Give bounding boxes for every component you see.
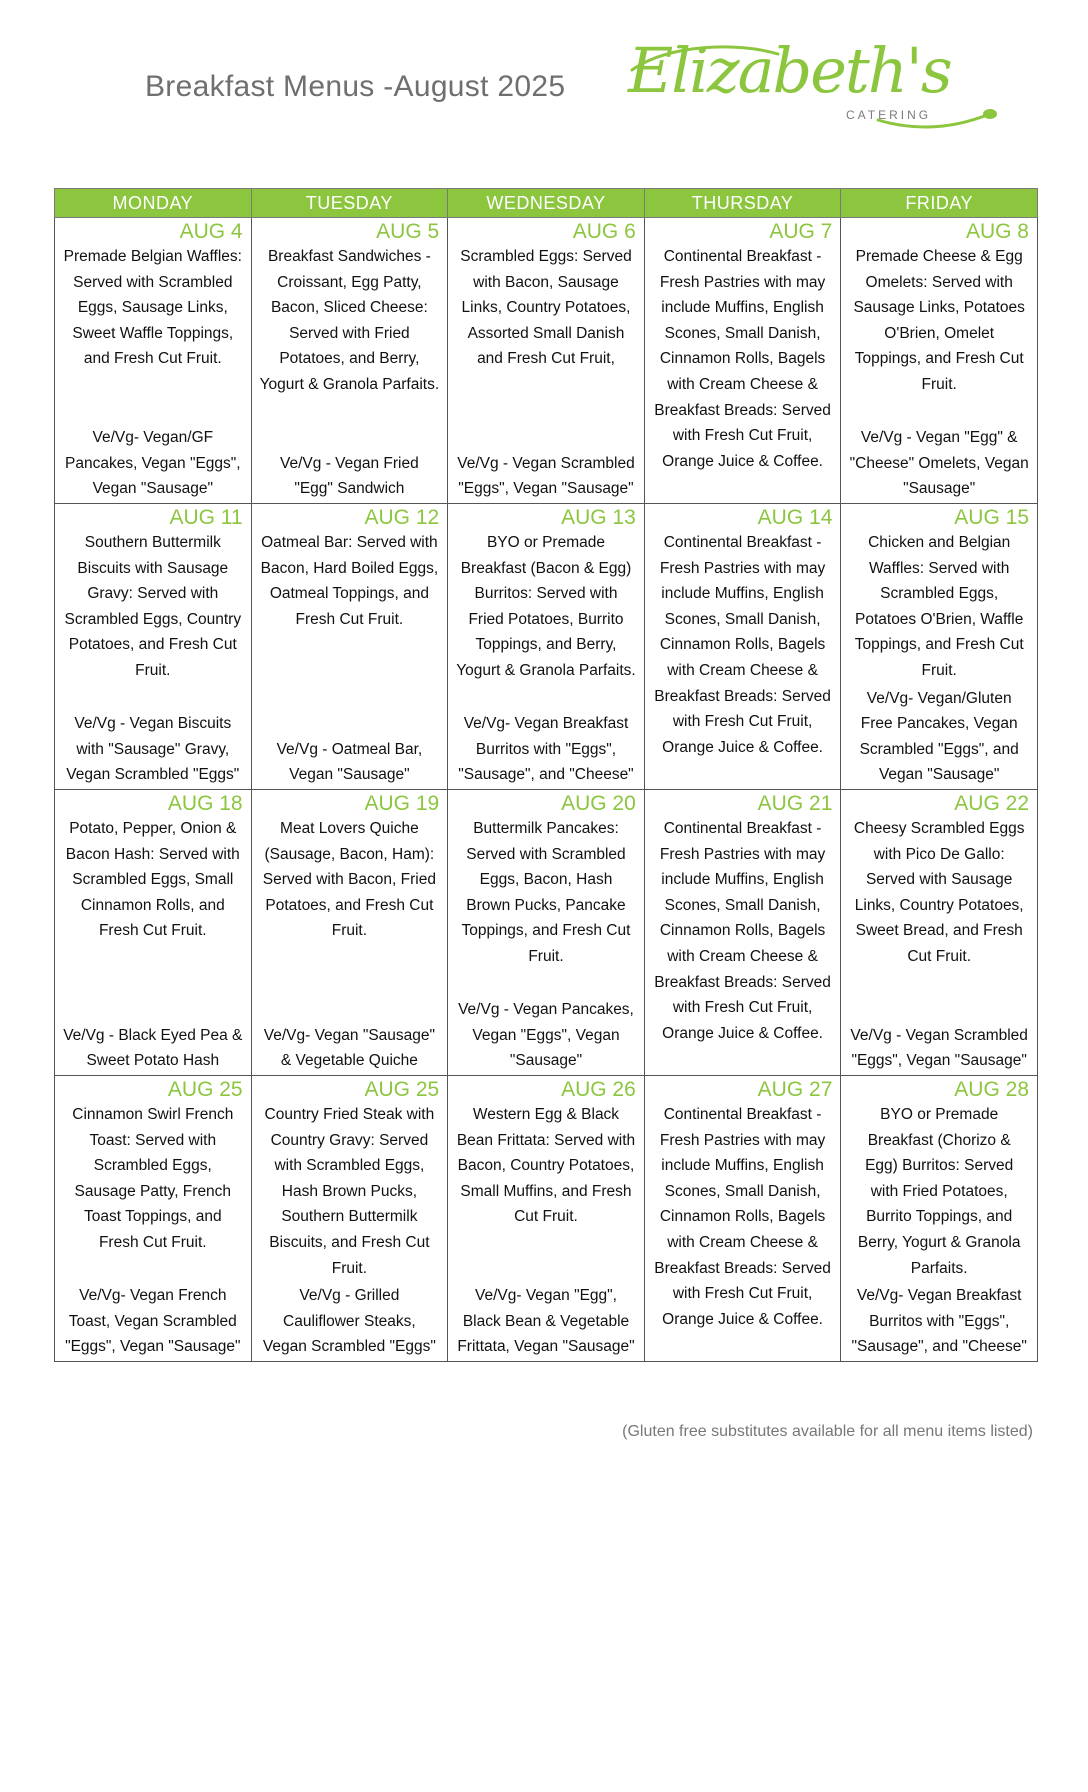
day-date: AUG 14 xyxy=(757,506,833,529)
page-title: Breakfast Menus -August 2025 xyxy=(145,70,566,103)
week-row xyxy=(55,504,1038,790)
day-vegan-option: Ve/Vg- Vegan "Sausage" & Vegetable Quiche xyxy=(263,1026,436,1070)
day-cell xyxy=(55,504,252,790)
day-cell xyxy=(55,1076,252,1362)
day-date: AUG 7 xyxy=(769,220,833,243)
day-date: AUG 21 xyxy=(757,792,833,815)
day-cell xyxy=(448,504,645,790)
menu-table xyxy=(54,188,1038,1362)
week-row xyxy=(55,218,1038,504)
day-cell xyxy=(251,218,448,504)
day-menu: Premade Cheese & Egg Omelets: Served with Sausage Links, Potatoes O'Brien, Omelet Toppings, and Fresh Cut Fruit. xyxy=(853,248,1025,393)
day-vegan-option: Ve/Vg- Vegan/Gluten Free Pancakes, Vegan Scrambled "Eggs", and Vegan "Sausage" xyxy=(859,689,1019,784)
gluten-free-note: (Gluten free substitutes available for all menu items listed) xyxy=(622,1423,1033,1440)
day-vegan-option: Ve/Vg- Vegan/GF Pancakes, Vegan "Eggs", Vegan "Sausage" xyxy=(65,429,241,498)
day-date: AUG 27 xyxy=(757,1078,833,1101)
day-date: AUG 26 xyxy=(561,1078,636,1101)
day-cell xyxy=(644,1076,841,1362)
day-cell xyxy=(448,218,645,504)
day-cell xyxy=(841,790,1038,1076)
day-menu: Meat Lovers Quiche (Sausage, Bacon, Ham): Served with Bacon, Fried Potatoes, and Fresh Cut Fruit. xyxy=(262,820,436,940)
day-vegan-option: Ve/Vg - Vegan Biscuits with "Sausage" Gravy, Vegan Scrambled "Eggs" xyxy=(66,715,240,784)
day-vegan-option: Ve/Vg - Vegan Fried "Egg" Sandwich xyxy=(280,454,419,498)
company-logo xyxy=(628,34,1000,140)
day-cell xyxy=(251,790,448,1076)
day-menu: Southern Buttermilk Biscuits with Sausage Gravy: Served with Scrambled Eggs, Country Potatoes, and Fresh Cut Fruit. xyxy=(64,534,242,679)
day-menu: BYO or Premade Breakfast (Chorizo & Egg) Burritos: Served with Fried Potatoes, Burrito Toppings, and Berry, Yogurt & Granola Parfaits. xyxy=(857,1106,1021,1277)
day-menu: Potato, Pepper, Onion & Bacon Hash: Served with Scrambled Eggs, Small Cinnamon Rolls, and Fresh Cut Fruit. xyxy=(65,820,240,940)
day-vegan-option: Ve/Vg - Oatmeal Bar, Vegan "Sausage" xyxy=(276,740,423,784)
day-menu: BYO or Premade Breakfast (Bacon & Egg) Burritos: Served with Fried Potatoes, Burrito Toppings, and Berry, Yogurt & Granola Parfaits. xyxy=(456,534,636,679)
week-row xyxy=(55,790,1038,1076)
day-cell xyxy=(55,218,252,504)
day-menu: Breakfast Sandwiches - Croissant, Egg Patty, Bacon, Sliced Cheese: Served with Fried Potatoes, and Berry, Yogurt & Granola Parfaits. xyxy=(259,248,440,393)
day-cell xyxy=(644,218,841,504)
day-menu: Cheesy Scrambled Eggs with Pico De Gallo: Served with Sausage Links, Country Potatoes, Sweet Bread, and Fresh Cut Fruit. xyxy=(853,820,1025,965)
day-date: AUG 8 xyxy=(965,220,1029,243)
logo-subtitle: CATERING xyxy=(846,108,932,122)
day-date: AUG 4 xyxy=(179,220,243,243)
day-menu: Premade Belgian Waffles: Served with Scrambled Eggs, Sausage Links, Sweet Waffle Toppings, and Fresh Cut Fruit. xyxy=(63,248,242,368)
day-menu: Scrambled Eggs: Served with Bacon, Sausage Links, Country Potatoes, Assorted Small Danish and Fresh Cut Fruit, xyxy=(460,248,632,368)
day-cell xyxy=(644,504,841,790)
day-menu: Cinnamon Swirl French Toast: Served with Scrambled Eggs, Sausage Patty, French Toast Toppings, and Fresh Cut Fruit. xyxy=(72,1106,234,1251)
day-menu: Continental Breakfast - Fresh Pastries with may include Muffins, English Scones, Small Danish, Cinnamon Rolls, Bagels with Cream Cheese & Breakfast Breads: Served with Fresh Cut Fruit, Orange Juice & Coffee. xyxy=(654,248,831,470)
day-vegan-option: Ve/Vg- Vegan Breakfast Burritos with "Eggs", "Sausage", and "Cheese" xyxy=(458,715,634,784)
week-row xyxy=(55,1076,1038,1362)
day-cell xyxy=(841,504,1038,790)
day-vegan-option: Ve/Vg - Grilled Cauliflower Steaks, Vegan Scrambled "Eggs" xyxy=(262,1287,436,1356)
day-header-row xyxy=(55,189,1038,218)
day-menu: Continental Breakfast - Fresh Pastries with may include Muffins, English Scones, Small Danish, Cinnamon Rolls, Bagels with Cream Cheese & Breakfast Breads: Served with Fresh Cut Fruit, Orange Juice & Coffee. xyxy=(654,1106,831,1328)
day-date: AUG 5 xyxy=(376,220,440,243)
day-vegan-option: Ve/Vg- Vegan French Toast, Vegan Scrambled "Eggs", Vegan "Sausage" xyxy=(65,1287,241,1356)
day-date: AUG 12 xyxy=(364,506,440,529)
day-header-wednesday: WEDNESDAY xyxy=(448,189,645,218)
day-vegan-option: Ve/Vg - Vegan "Egg" & "Cheese" Omelets, Vegan "Sausage" xyxy=(849,429,1029,498)
day-date: AUG 18 xyxy=(167,792,243,815)
day-cell xyxy=(448,790,645,1076)
day-vegan-option: Ve/Vg - Vegan Scrambled "Eggs", Vegan "Sausage" xyxy=(457,454,635,498)
day-header-friday: FRIDAY xyxy=(841,189,1038,218)
day-vegan-option: Ve/Vg- Vegan "Egg", Black Bean & Vegetable Frittata, Vegan "Sausage" xyxy=(457,1287,635,1356)
day-date: AUG 13 xyxy=(561,506,636,529)
logo-wordmark: Elizabeth's xyxy=(628,34,951,107)
day-menu: Continental Breakfast - Fresh Pastries with may include Muffins, English Scones, Small Danish, Cinnamon Rolls, Bagels with Cream Cheese & Breakfast Breads: Served with Fresh Cut Fruit, Orange Juice & Coffee. xyxy=(654,534,831,756)
day-menu: Continental Breakfast - Fresh Pastries with may include Muffins, English Scones, Small Danish, Cinnamon Rolls, Bagels with Cream Cheese & Breakfast Breads: Served with Fresh Cut Fruit, Orange Juice & Coffee. xyxy=(654,820,831,1042)
day-vegan-option: Ve/Vg - Black Eyed Pea & Sweet Potato Hash xyxy=(63,1026,243,1070)
day-date: AUG 25 xyxy=(364,1078,440,1101)
day-date: AUG 25 xyxy=(167,1078,243,1101)
day-header-monday: MONDAY xyxy=(55,189,252,218)
day-vegan-option: Ve/Vg - Vegan Scrambled "Eggs", Vegan "Sausage" xyxy=(850,1026,1028,1070)
day-menu: Oatmeal Bar: Served with Bacon, Hard Boiled Eggs, Oatmeal Toppings, and Fresh Cut Fruit. xyxy=(260,534,439,628)
day-cell xyxy=(251,504,448,790)
day-cell xyxy=(841,218,1038,504)
day-cell xyxy=(841,1076,1038,1362)
day-menu: Country Fried Steak with Country Gravy: Served with Scrambled Eggs, Hash Brown Pucks, Southern Buttermilk Biscuits, and Fresh Cut Fruit. xyxy=(264,1106,435,1277)
day-header-thursday: THURSDAY xyxy=(644,189,841,218)
day-cell xyxy=(251,1076,448,1362)
day-date: AUG 22 xyxy=(954,792,1029,815)
day-date: AUG 15 xyxy=(954,506,1029,529)
day-header-tuesday: TUESDAY xyxy=(251,189,448,218)
day-date: AUG 6 xyxy=(572,220,636,243)
day-menu: Buttermilk Pancakes: Served with Scrambled Eggs, Bacon, Hash Brown Pucks, Pancake Toppings, and Fresh Cut Fruit. xyxy=(461,820,631,965)
day-cell xyxy=(448,1076,645,1362)
day-date: AUG 28 xyxy=(954,1078,1029,1101)
day-cell xyxy=(55,790,252,1076)
day-vegan-option: Ve/Vg- Vegan Breakfast Burritos with "Eggs", "Sausage", and "Cheese" xyxy=(851,1287,1027,1356)
day-vegan-option: Ve/Vg - Vegan Pancakes, Vegan "Eggs", Vegan "Sausage" xyxy=(458,1001,634,1070)
day-date: AUG 20 xyxy=(561,792,636,815)
day-date: AUG 19 xyxy=(364,792,440,815)
day-menu: Western Egg & Black Bean Frittata: Served with Bacon, Country Potatoes, Small Muffins, and Fresh Cut Fruit. xyxy=(456,1106,636,1226)
day-menu: Chicken and Belgian Waffles: Served with Scrambled Eggs, Potatoes O'Brien, Waffle Toppings, and Fresh Cut Fruit. xyxy=(854,534,1024,679)
day-date: AUG 11 xyxy=(169,506,243,529)
day-cell xyxy=(644,790,841,1076)
